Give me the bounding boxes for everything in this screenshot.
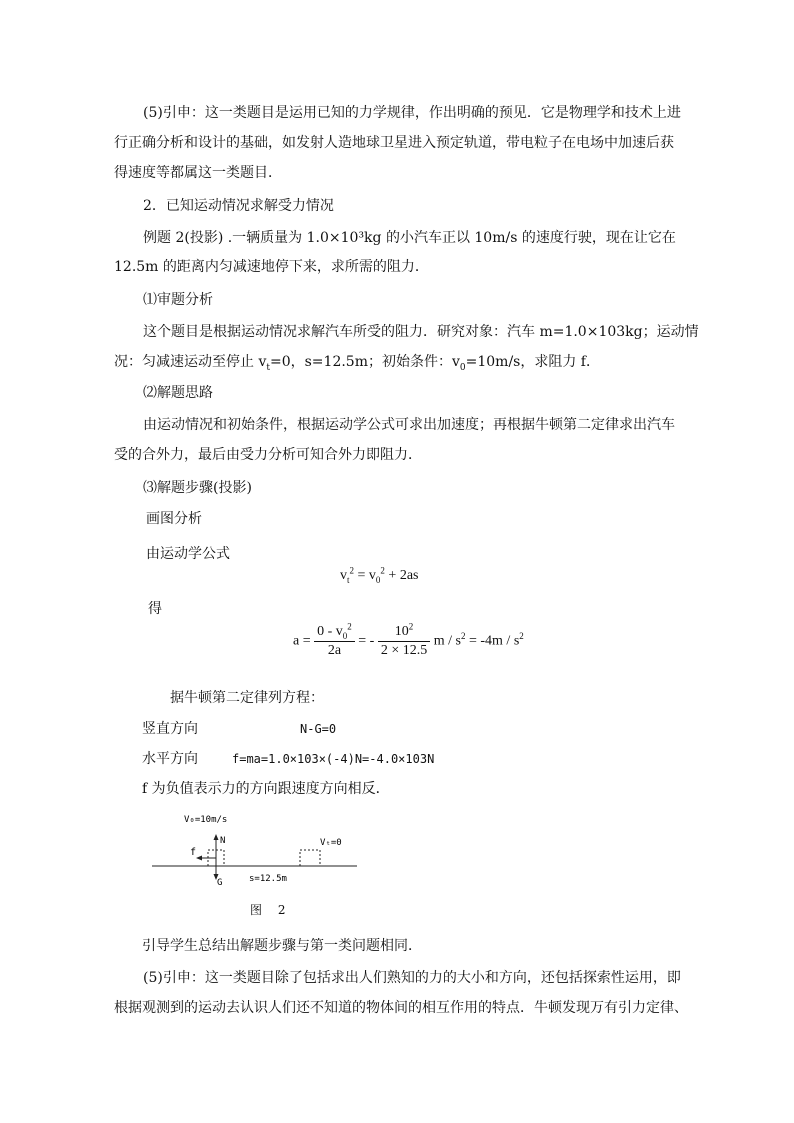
paragraph-line: 受的合外力，最后由受力分析可知合外力即阻力．: [114, 447, 422, 463]
paragraph-line: (5)引申：这一类题目除了包括求出人们熟知的力的大小和方向，还包括探索性运用，即: [143, 970, 681, 986]
car-end: [300, 850, 320, 866]
equation-kinematic: $v_t^2 = v_0^2 + 2as$: [340, 565, 419, 585]
paragraph-line: 行正确分析和设计的基础，如发射人造地球卫星进入预定轨道，带电粒子在电场中加速后获: [114, 135, 674, 151]
subsection-title: ⑴审题分析: [143, 292, 213, 308]
distance-label: s=12.5m: [249, 874, 287, 884]
normal-label: N: [220, 836, 226, 846]
subsection-title: ⑵解题思路: [143, 385, 213, 401]
paragraph-line: 据牛顿第二定律列方程：: [170, 690, 324, 706]
paragraph-line: (5)引申：这一类题目是运用已知的力学规律，作出明确的预见．它是物理学和技术上进: [143, 105, 681, 121]
example-line: 例题 2(投影) .一辆质量为 1.0×10³kg 的小汽车正以 10m/s 的速度行驶，现在让它在: [143, 230, 676, 246]
section-title: 2．已知运动情况求解受力情况: [143, 198, 334, 214]
equation-acceleration: a = $\frac{0 - v_0^2}{2a}$ = - $\frac{10^2}{2 \times 12.5}$ $m / s^2 = -4m / s^2$: [293, 621, 524, 658]
v0-label: V₀=10m/s: [184, 815, 228, 825]
direction-label: 竖直方向: [142, 721, 198, 737]
gravity-label: G: [217, 878, 223, 888]
paragraph-line: 由运动情况和初始条件，根据运动学公式可求出加速度；再根据牛顿第二定律求出汽车: [143, 417, 675, 433]
motion-diagram: [150, 810, 365, 890]
friction-label: f: [190, 847, 197, 858]
direction-label: 水平方向: [142, 751, 198, 767]
paragraph-line: 得: [148, 601, 162, 617]
paragraph-line: f 为负值表示力的方向跟速度方向相反．: [142, 781, 390, 797]
paragraph-line: 由运动学公式: [146, 546, 230, 562]
figure-caption: 图 2: [250, 903, 286, 917]
equation-vertical: N-G=0: [300, 722, 337, 736]
equation-horizontal: f=ma=1.0×103×(-4)N=-4.0×103N: [232, 752, 435, 766]
example-line: 12.5m 的距离内匀减速地停下来，求所需的阻力．: [114, 259, 429, 275]
paragraph-line: 画图分析: [146, 511, 202, 527]
paragraph-line: 根据观测到的运动去认识人们还不知道的物体间的相互作用的特点．牛顿发现万有引力定律、: [114, 1000, 688, 1016]
paragraph-line: 这个题目是根据运动情况求解汽车所受的阻力．研究对象：汽车 m=1.0×103kg；运动情: [143, 324, 699, 340]
friction-arrowhead: [196, 856, 202, 861]
vt-label: Vₜ=0: [320, 838, 342, 848]
paragraph-line: 况：匀减速运动至停止 $v_t=0$，s=12.5m；初始条件：$v_0=10m/s$，求阻力 f．: [114, 354, 600, 373]
paragraph-line: 得速度等都属这一类题目．: [114, 165, 282, 181]
subsection-title: ⑶解题步骤(投影): [143, 480, 252, 496]
normal-force-arrowhead: [214, 834, 219, 840]
paragraph-line: 引导学生总结出解题步骤与第一类问题相同．: [142, 938, 422, 954]
